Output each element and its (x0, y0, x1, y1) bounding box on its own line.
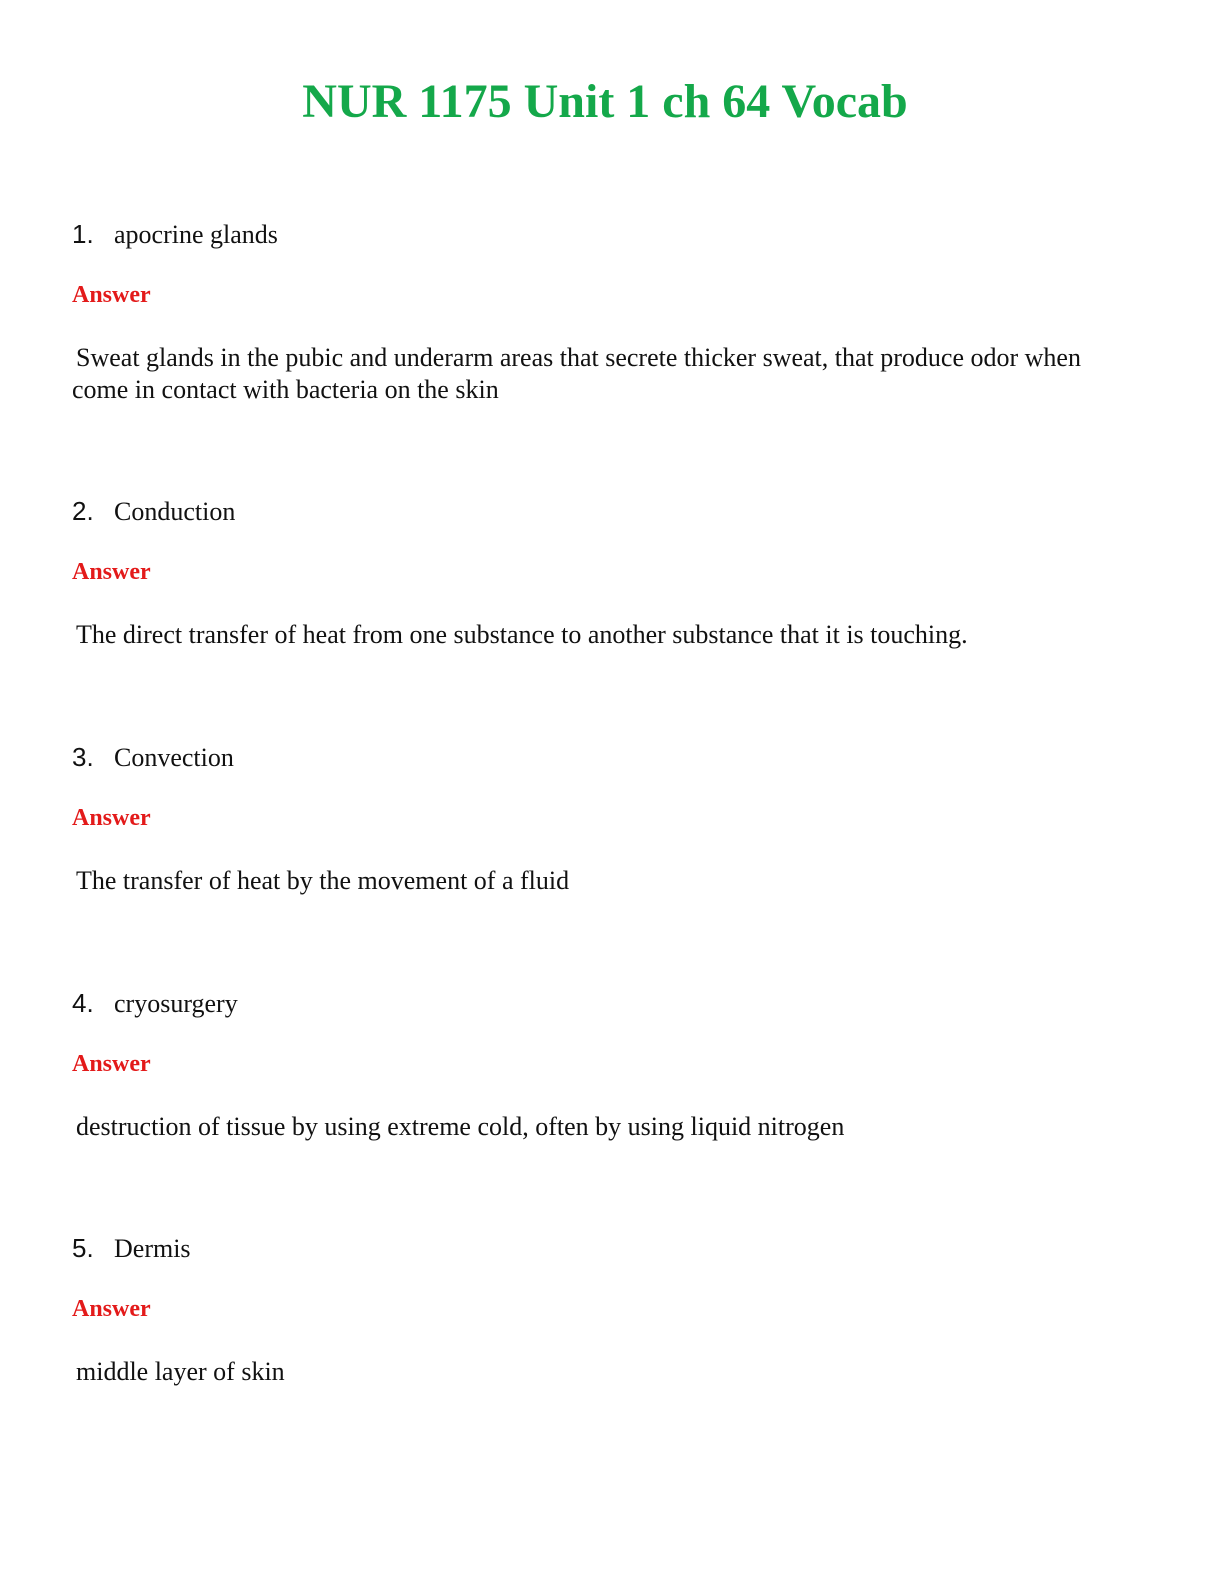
vocab-definition: The transfer of heat by the movement of a fluid (76, 866, 570, 895)
vocab-term: apocrine glands (114, 220, 278, 249)
vocab-term: Dermis (114, 1234, 191, 1263)
answer-label: Answer (72, 282, 151, 308)
term-line (72, 740, 1152, 774)
answer-label: Answer (72, 805, 151, 831)
term-line (72, 1231, 1152, 1265)
page-title: NUR 1175 Unit 1 ch 64 Vocab (302, 75, 908, 128)
item-number: 4. (72, 988, 94, 1018)
vocab-item-4 (72, 986, 1152, 1141)
term-line (72, 494, 1152, 528)
vocab-definition: The direct transfer of heat from one substance to another substance that it is touching. (76, 620, 968, 649)
vocab-definition: destruction of tissue by using extreme cold, often by using liquid nitrogen (76, 1112, 845, 1141)
vocab-item-5 (72, 1231, 1152, 1386)
term-line (72, 217, 1152, 251)
vocab-item-2 (72, 494, 1152, 649)
item-number: 2. (72, 496, 94, 526)
item-number: 1. (72, 219, 94, 249)
vocab-term: Conduction (114, 497, 236, 526)
vocab-term: Convection (114, 743, 234, 772)
vocab-item-3 (72, 740, 1152, 895)
vocab-definition: Sweat glands in the pubic and underarm areas that secrete thicker sweat, that produce odor when come in contact with bacteria on the skin (72, 343, 1081, 404)
term-line (72, 986, 1152, 1020)
answer-label: Answer (72, 1296, 151, 1322)
answer-label: Answer (72, 559, 151, 585)
answer-label: Answer (72, 1051, 151, 1077)
item-number: 3. (72, 742, 94, 772)
vocab-term: cryosurgery (114, 989, 238, 1018)
item-number: 5. (72, 1233, 94, 1263)
vocab-definition: middle layer of skin (76, 1357, 285, 1386)
vocab-item-1 (72, 217, 1152, 404)
